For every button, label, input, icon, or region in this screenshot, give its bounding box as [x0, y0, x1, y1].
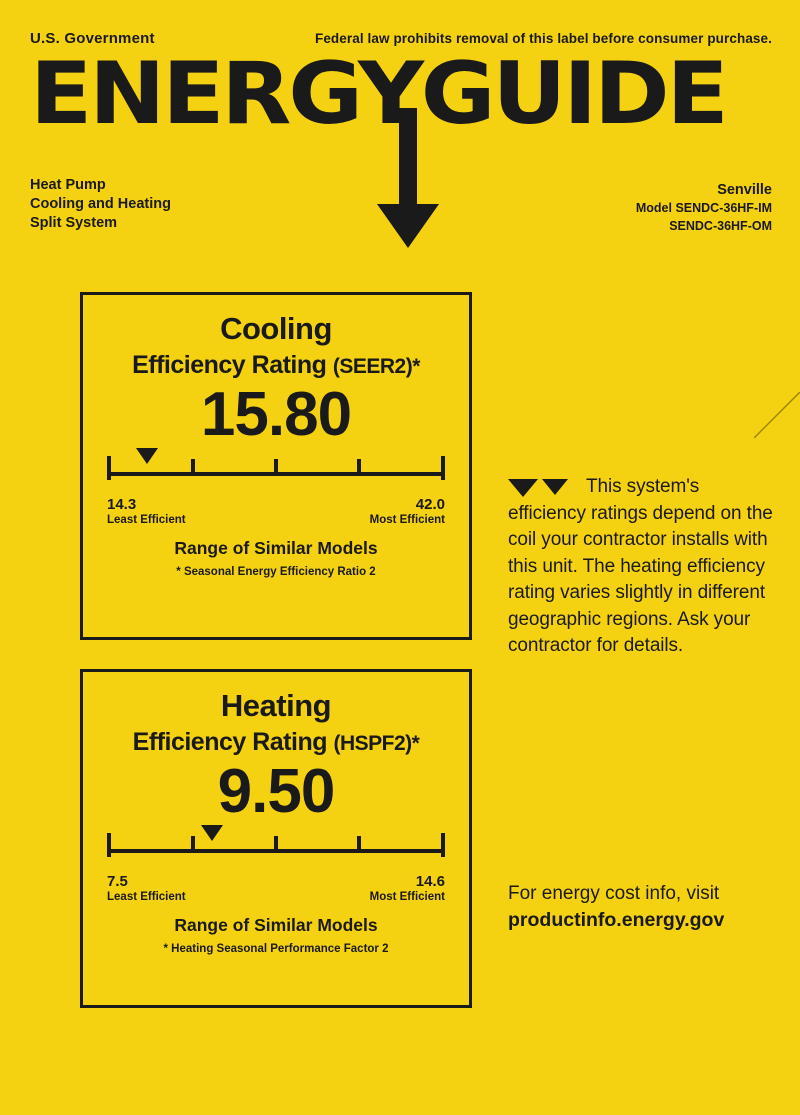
heating-scale-labels	[107, 873, 445, 907]
product-type-line1: Heat Pump	[30, 177, 106, 193]
cooling-tick-3	[357, 459, 361, 476]
page-fold-line	[754, 392, 800, 438]
cooling-tick-start	[107, 456, 111, 480]
federal-law-notice: Federal law prohibits removal of this label before consumer purchase.	[314, 31, 772, 46]
product-type-block	[30, 176, 171, 233]
heating-scale	[107, 825, 445, 871]
heating-scale-min: 7.5	[107, 873, 128, 890]
heating-most-efficient-label: Most Efficient	[369, 891, 445, 903]
wordmark-guide: GUIDE	[420, 44, 726, 144]
cooling-rating-value: 15.80	[200, 380, 352, 449]
double-arrow-icon	[508, 479, 574, 499]
heating-tick-1	[191, 836, 195, 853]
heating-tick-end	[441, 833, 445, 857]
cooling-scale-max: 42.0	[415, 496, 445, 513]
model-number-line2: SENDC-36HF-OM	[669, 219, 772, 233]
cooling-tick-1	[191, 459, 195, 476]
product-type-line3: Split System	[30, 215, 118, 231]
cooling-footnote: * Seasonal Energy Efficiency Ratio 2	[176, 566, 376, 578]
cost-info-prompt: For energy cost info, visit	[508, 883, 720, 904]
heating-subtitle-text: Efficiency Rating	[132, 728, 327, 756]
cooling-subtitle	[83, 351, 469, 380]
cooling-range-label: Range of Similar Models	[174, 538, 378, 558]
cost-info-block	[508, 880, 776, 934]
cooling-title: Cooling	[220, 311, 332, 346]
heating-least-efficient-label: Least Efficient	[107, 891, 186, 903]
heating-footnote: * Heating Seasonal Performance Factor 2	[163, 943, 389, 955]
product-type-line2: Cooling and Heating	[30, 196, 171, 212]
efficiency-note-text: This system's efficiency ratings depend on the coil your contractor installs with this unit. The heating efficiency rating varies slightly in different geographic regions. Ask your contractor for details.	[508, 476, 773, 656]
cooling-scale-left	[107, 496, 186, 527]
wordmark-energy: ENERGY	[30, 44, 421, 144]
heating-range-label: Range of Similar Models	[174, 915, 378, 935]
model-number-line1: Model SENDC-36HF-IM	[635, 201, 772, 215]
cooling-tick-2	[274, 459, 278, 476]
heating-tick-3	[357, 836, 361, 853]
cooling-scale	[107, 448, 445, 494]
brand-model-block	[636, 181, 772, 235]
heating-scale-right	[370, 873, 445, 904]
cooling-subtitle-text: Efficiency Rating	[132, 351, 327, 379]
heating-subtitle	[83, 728, 469, 757]
cooling-metric-label: (SEER2)*	[332, 355, 420, 378]
heating-rating-value: 9.50	[217, 757, 335, 826]
cooling-least-efficient-label: Least Efficient	[107, 514, 186, 526]
cost-info-url[interactable]: productinfo.energy.gov	[508, 909, 725, 931]
heating-tick-2	[274, 836, 278, 853]
cooling-scale-right	[370, 496, 445, 527]
cooling-scale-min: 14.3	[107, 496, 137, 513]
heating-scale-pointer	[201, 825, 223, 841]
us-government-text: U.S. Government	[30, 30, 155, 47]
brand-name: Senville	[717, 182, 772, 198]
heating-metric-label: (HSPF2)*	[333, 732, 420, 755]
cooling-rating-box	[80, 292, 472, 640]
cooling-tick-end	[441, 456, 445, 480]
cooling-scale-labels	[107, 496, 445, 530]
heating-tick-start	[107, 833, 111, 857]
efficiency-note-block	[508, 474, 776, 660]
cooling-most-efficient-label: Most Efficient	[369, 514, 445, 526]
heating-scale-left	[107, 873, 186, 904]
heating-scale-max: 14.6	[415, 873, 445, 890]
heating-rating-box	[80, 669, 472, 1008]
cooling-scale-pointer	[136, 448, 158, 464]
down-arrow-icon	[360, 108, 456, 248]
heating-title: Heating	[220, 688, 332, 723]
